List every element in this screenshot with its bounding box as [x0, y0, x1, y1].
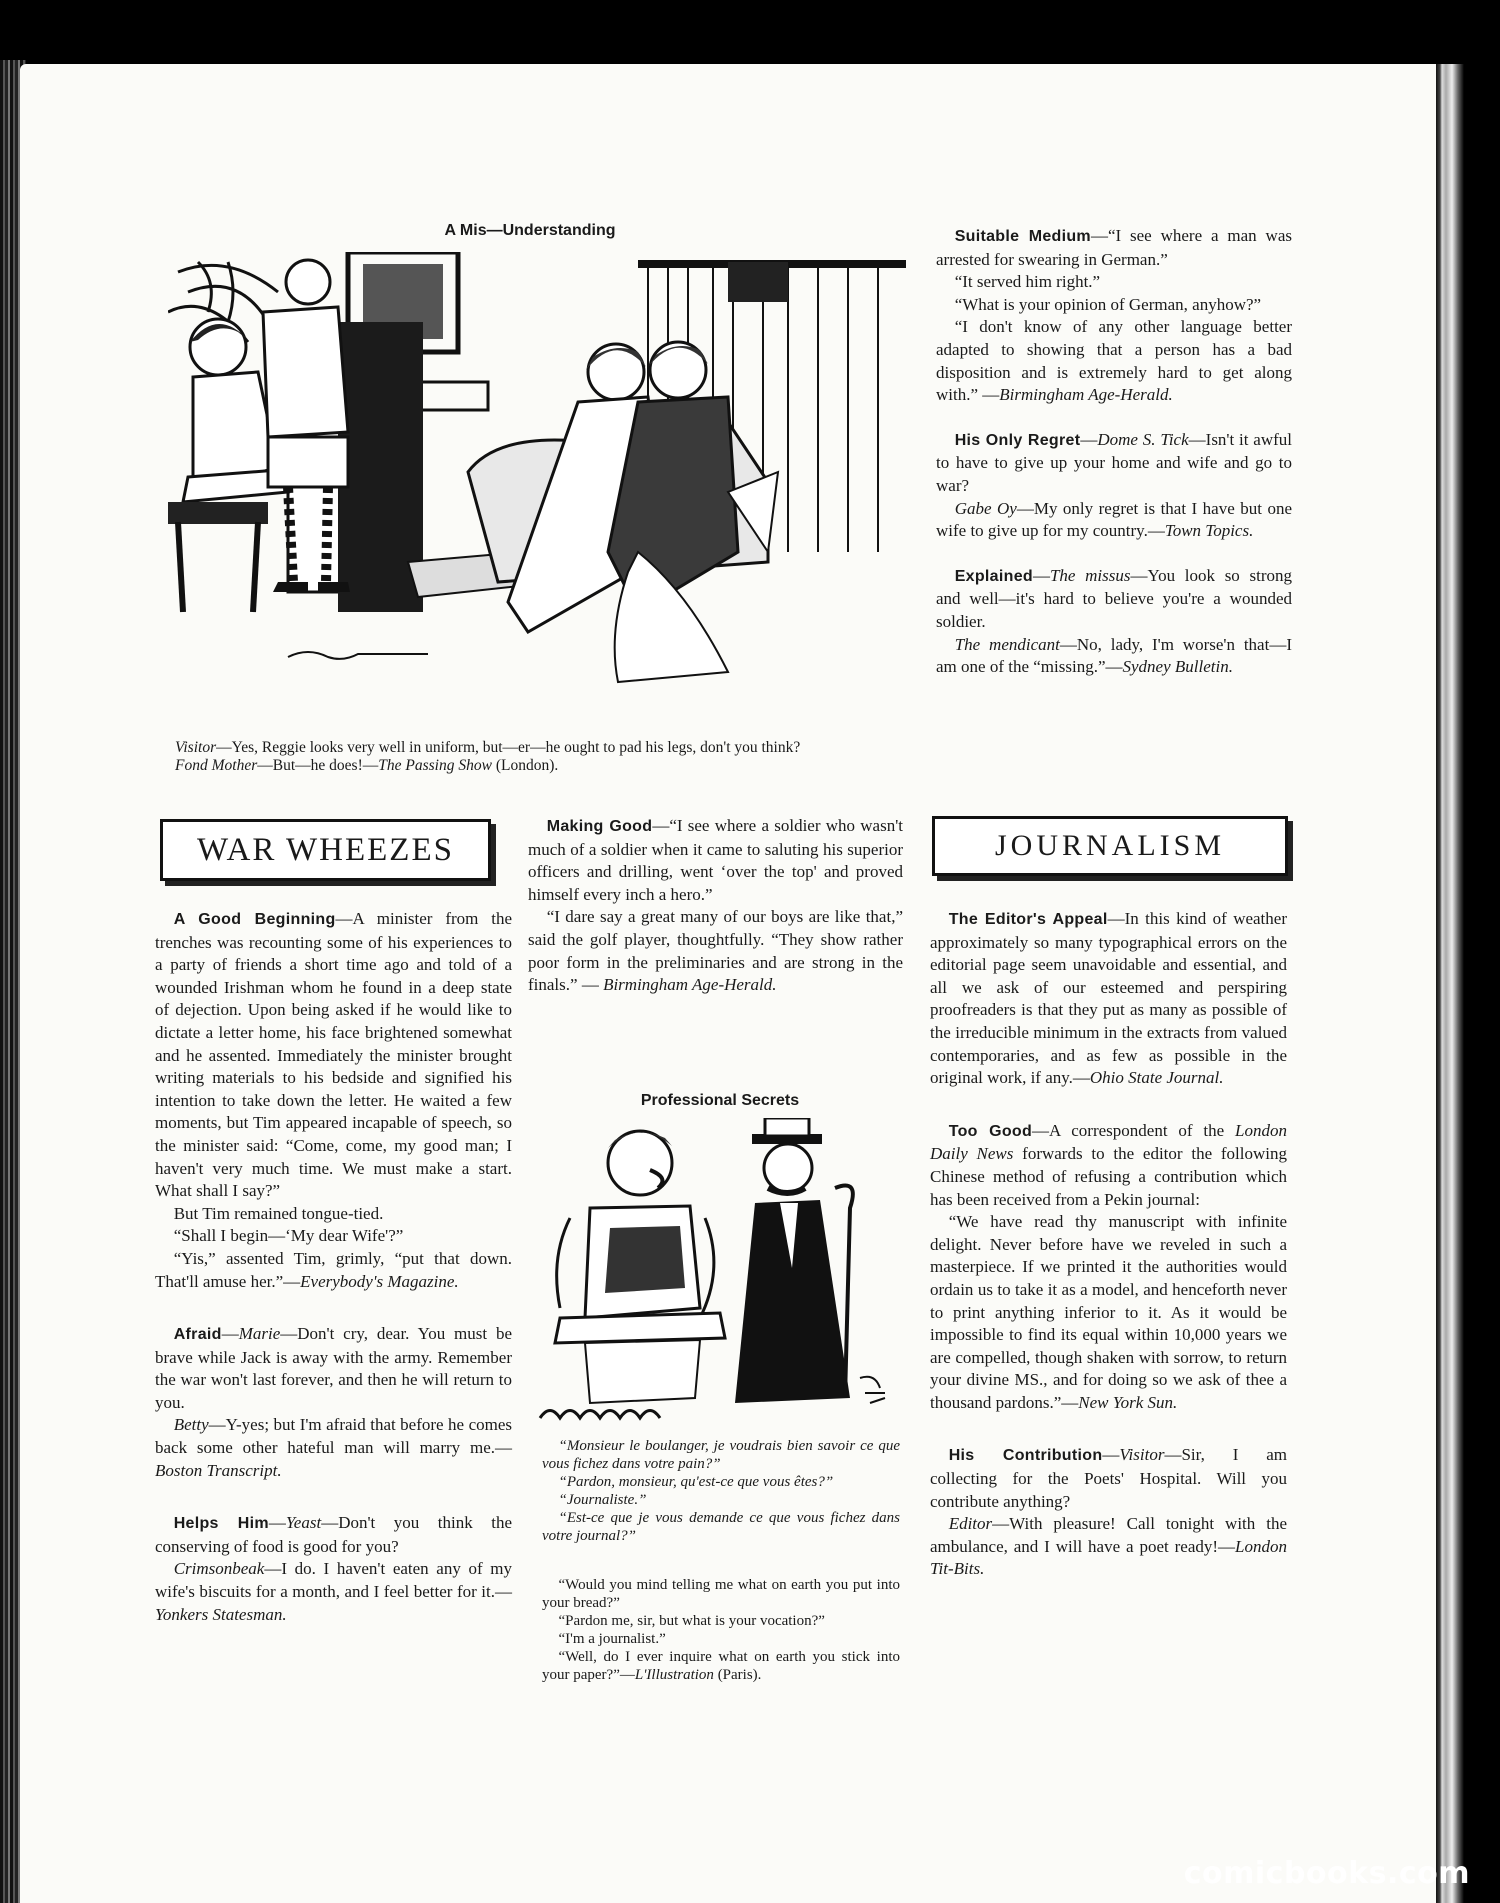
- caption-line: “Well, do I ever inquire what on earth you stick into your paper?”—: [542, 1649, 900, 1683]
- article-source: Boston Transcript.: [155, 1460, 282, 1480]
- column-left: [155, 908, 512, 1626]
- speaker: Crimsonbeak: [173, 1559, 265, 1579]
- article-text: —Y-yes; but I'm afraid that before he comes back some other hateful man will marry me.—: [155, 1415, 512, 1458]
- article-source: Birmingham Age-Herald.: [603, 975, 777, 995]
- caption-line: “I'm a journalist.”: [558, 1631, 666, 1647]
- caption-speaker: Fond Mother: [175, 757, 258, 774]
- article-text: —In this kind of weather approximately so many typographical errors on the editorial page seem unavoidable and essential, and all we ask of our esteemed and perspiring proofreaders is that they put as many as possible of the irreducible minimum in the extracts from valued contemporaries, and as few as possible in the original work, if any.—: [930, 909, 1287, 1088]
- article-text: —A correspondent of the: [1032, 1120, 1236, 1140]
- article-editors-appeal: [930, 908, 1287, 1090]
- speaker: The mendicant: [954, 634, 1060, 654]
- newspaper-name: London Daily News: [930, 1120, 1287, 1164]
- speaker: Dome S. Tick: [1097, 429, 1189, 449]
- article-explained: Explained—The missus—You look so strong and well—it's hard to believe you're a wounded soldier.: [936, 565, 1292, 631]
- article-source: Sydney Bulletin.: [1122, 657, 1233, 677]
- journalism-heading: JOURNALISM: [932, 816, 1288, 876]
- article-text: “What is your opinion of German, anyhow?”: [954, 294, 1262, 314]
- column-right-bottom: [930, 908, 1287, 1581]
- article-making-good: [528, 815, 903, 906]
- article-lead: Explained: [954, 567, 1033, 585]
- article-helps-him: Helps Him—Yeast—Don't you think the conserving of food is good for you?: [155, 1513, 513, 1556]
- speaker: Visitor: [1119, 1445, 1165, 1465]
- article-lead: Making Good: [546, 818, 653, 835]
- article-text: “Yis,” assented Tim, grimly, “put that down. That'll amuse her.”—: [155, 1248, 512, 1291]
- article-his-only-regret: His Only Regret—Dome S. Tick—Isn't it awful to have to give up your home and wife and go to war?: [936, 429, 1292, 495]
- article-text: —No, lady, I'm worse'n that—I am one of the “missing.”—: [936, 634, 1292, 677]
- article-text: “I don't know of any other language better adapted to showing that a person has a bad disposition and is extremely hard to get along with.” —: [936, 317, 1292, 405]
- cartoon-illustration-baker-journalist: [530, 1118, 900, 1428]
- caption-line: “Est-ce que je vous demande ce que vous fichez dans votre journal?”: [542, 1510, 900, 1544]
- article-text: —With pleasure! Call tonight with the ambulance, and I will have a poet ready!—: [930, 1514, 1287, 1556]
- caption-line: —But—he does!—: [257, 757, 379, 774]
- article-afraid: Afraid—Marie—Don't cry, dear. You must be brave while Jack is away with the army. Remember the war won't last forever, and then he will return to you.: [155, 1324, 512, 1412]
- article-text: “It served him right.”: [954, 272, 1101, 292]
- article-text: —“I see where a soldier who wasn't much of a soldier when it came to saluting his superior officers and drilling, went ‘over the top' and proved himself every inch a hero.”: [528, 816, 903, 904]
- article-too-good: [930, 1120, 1287, 1211]
- column-right-top: [936, 225, 1292, 679]
- article-source: London Tit-Bits.: [930, 1536, 1287, 1579]
- article-lead: Too Good: [948, 1122, 1033, 1140]
- caption-source: L'Illustration: [634, 1667, 714, 1683]
- article-text: —Isn't it awful to have to give up your home and wife and go to war?: [936, 429, 1292, 495]
- speaker: Gabe Oy: [954, 498, 1017, 518]
- caption-line: “Pardon me, sir, but what is your vocation?”: [558, 1613, 825, 1629]
- article-source: Everybody's Magazine.: [300, 1271, 459, 1291]
- article-source: Ohio State Journal.: [1089, 1068, 1224, 1088]
- caption-source-suffix: (Paris).: [717, 1667, 762, 1683]
- illustration-title: Professional Secrets: [640, 1092, 800, 1109]
- article-suitable-medium: [936, 225, 1292, 271]
- speaker: Marie: [238, 1324, 281, 1344]
- speaker: Yeast: [285, 1513, 322, 1533]
- caption-line: —Yes, Reggie looks very well in uniform, but—er—he ought to pad his legs, don't you think?: [216, 739, 801, 756]
- caption-line: “Pardon, monsieur, qu'est-ce que vous êtes?”: [558, 1474, 834, 1490]
- article-source: Yonkers Statesman.: [155, 1604, 287, 1624]
- article-text: “I dare say a great many of our boys are like that,” said the golf player, thoughtfully. “They show rather poor form in the preliminaries and are strong in the finals.” —: [528, 907, 903, 995]
- article-text: —You look so strong and well—it's hard to believe you're a wounded soldier.: [936, 565, 1292, 631]
- illustration-title: A Mis—Understanding: [444, 222, 616, 239]
- page-edge: [1436, 64, 1464, 1903]
- article-text: But Tim remained tongue-tied.: [173, 1203, 384, 1223]
- article-lead: A Good Beginning: [173, 911, 336, 928]
- article-lead: Helps Him: [173, 1515, 269, 1533]
- article-lead: Suitable Medium: [954, 228, 1091, 245]
- article-text: —Sir, I am collecting for the Poets' Hospital. Will you contribute anything?: [930, 1445, 1287, 1511]
- article-his-contribution: His Contribution—Visitor—Sir, I am collecting for the Poets' Hospital. Will you contribute anything?: [930, 1445, 1287, 1511]
- article-text: —A minister from the trenches was recounting some of his experiences to a party of friends a short time ago and told of a wounded Irishman whom he found in a deep state of dejection. Upon being asked if he would like to dictate a letter home, his face brightened somewhat and he assented. Immediately the minister brought writing materials to his bedside and signified his intention to take down the letter. He waited a few moments, but Tim appeared incapable of speech, so the minister said: “Come, come, my good man; I haven't very much time. We must make a start. What shall I say?”: [155, 909, 512, 1201]
- article-text: —“I see where a man was arrested for swearing in German.”: [936, 226, 1292, 269]
- article-text: “Shall I begin—‘My dear Wife'?”: [173, 1226, 404, 1246]
- article-source: Town Topics.: [1164, 521, 1254, 541]
- french-caption: [542, 1437, 900, 1545]
- cartoon-illustration-parlor: [168, 252, 908, 704]
- article-text: “We have read thy manuscript with infinite delight. Never before have we reveled in such a masterpiece. If we printed it the authorities would ordain us to take it as a model, and henceforth never to print anything inferior to it. As it would be impossible to find its equal within 10,000 years we are compelled, though shaken with sorrow, to return your divine MS., and for doing so we ask of thee a thousand pardons.”—: [930, 1212, 1287, 1412]
- article-source: New York Sun.: [1078, 1392, 1178, 1412]
- article-a-good-beginning: [155, 908, 512, 1203]
- caption-speaker: Visitor: [175, 739, 217, 756]
- caption-source-suffix: (London).: [491, 757, 559, 774]
- article-lead: His Contribution: [948, 1447, 1103, 1465]
- english-caption: [542, 1576, 900, 1684]
- article-text: —My only regret is that I have but one wife to give up for my country.—: [936, 498, 1293, 541]
- article-text: forwards to the editor the following Chinese method of refusing a contribution which has been received from a Pekin journal:: [930, 1144, 1287, 1209]
- caption-line: “Monsieur le boulanger, je voudrais bien savoir ce que vous fichez dans votre pain?”: [542, 1438, 900, 1472]
- article-lead: Afraid: [173, 1326, 222, 1344]
- article-text: —I do. I haven't eaten any of my wife's biscuits for a month, and I feel better for it.—: [155, 1559, 512, 1602]
- article-text: —Don't you think the conserving of food is good for you?: [155, 1513, 513, 1556]
- caption-line: “Journaliste.”: [558, 1492, 647, 1508]
- speaker: Betty: [173, 1415, 209, 1435]
- war-wheezes-heading: WAR WHEEZES: [160, 819, 491, 881]
- article-lead: The Editor's Appeal: [948, 911, 1108, 928]
- article-lead: His Only Regret: [954, 431, 1081, 449]
- column-middle: [528, 815, 903, 997]
- article-text: —Don't cry, dear. You must be brave while Jack is away with the army. Remember the war won't last forever, and then he will return to you.: [155, 1324, 512, 1412]
- caption-source: The Passing Show: [378, 757, 492, 774]
- article-source: Birmingham Age-Herald.: [999, 385, 1173, 405]
- illustration-caption: [158, 739, 900, 775]
- speaker: The missus: [1049, 565, 1131, 585]
- site-watermark: comicbooks.com: [1183, 1856, 1470, 1891]
- speaker: Editor: [948, 1514, 993, 1534]
- caption-line: “Would you mind telling me what on earth you put into your bread?”: [542, 1577, 900, 1611]
